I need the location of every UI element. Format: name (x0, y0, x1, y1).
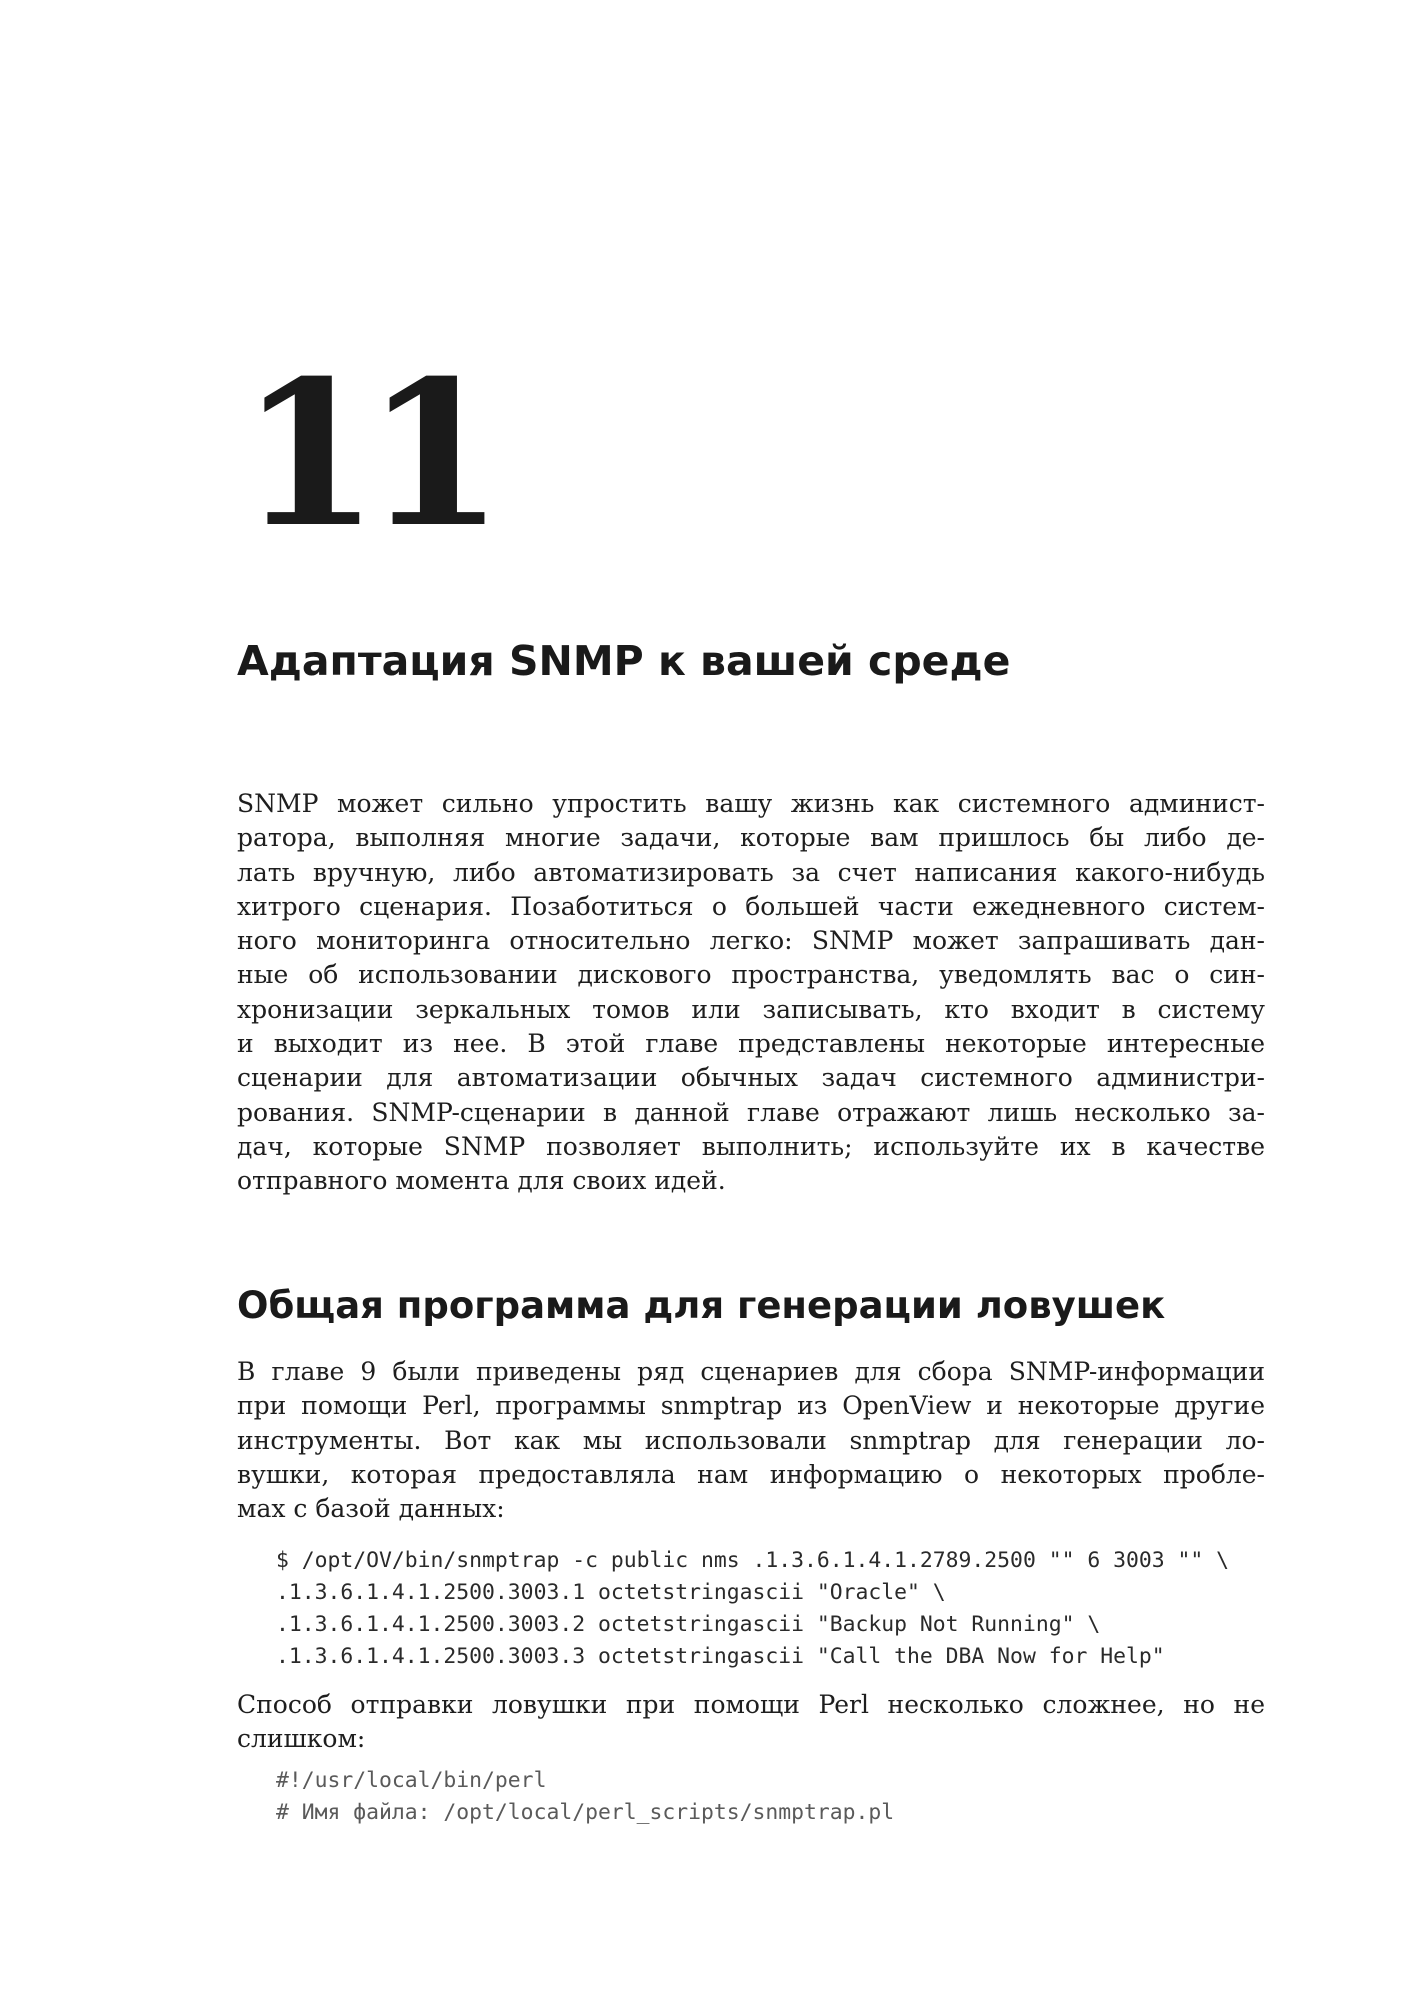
section-paragraph-1 (237, 1355, 1265, 1526)
code-line: # Имя файла: /opt/local/perl_scripts/snmptrap.pl (276, 1800, 895, 1825)
section-line: при помощи Perl, программы snmptrap из OpenView и некоторые другие (237, 1391, 1265, 1421)
intro-paragraph (237, 787, 1265, 1199)
code-line: .1.3.6.1.4.1.2500.3003.1 octetstringascii "Oracle" \ (276, 1580, 946, 1605)
section-title: Общая программа для генерации ловушек (237, 1284, 1166, 1327)
section-line: инструменты. Вот как мы использовали snmptrap для генерации ло- (237, 1425, 1265, 1455)
intro-line: дач, которые SNMP позволяет выполнить; используйте их в качестве (237, 1131, 1265, 1161)
intro-line: отправного момента для своих идей. (237, 1166, 726, 1196)
code-line: .1.3.6.1.4.1.2500.3003.3 octetstringascii "Call the DBA Now for Help" (276, 1644, 1165, 1669)
intro-line: SNMP может сильно упростить вашу жизнь как системного админист- (237, 789, 1265, 818)
section-line: вушки, которая предоставляла нам информацию о некоторых пробле- (237, 1459, 1265, 1489)
chapter-title: Адаптация SNMP к вашей среде (237, 637, 1011, 685)
chapter-number: 11 (240, 337, 491, 572)
section-line: слишком: (237, 1724, 366, 1754)
code-line: #!/usr/local/bin/perl (276, 1768, 547, 1793)
section-line: В главе 9 были приведены ряд сценариев для сбора SNMP-информации (237, 1357, 1265, 1386)
section-paragraph-2 (237, 1688, 1265, 1757)
intro-line: хронизации зеркальных томов или записывать, кто входит в систему (237, 994, 1265, 1024)
code-line: $ /opt/OV/bin/snmptrap -c public nms .1.3.6.1.4.1.2789.2500 "" 6 3003 "" \ (276, 1548, 1229, 1573)
code-line: .1.3.6.1.4.1.2500.3003.2 octetstringascii "Backup Not Running" \ (276, 1612, 1101, 1637)
section-line: Способ отправки ловушки при помощи Perl несколько сложнее, но не (237, 1690, 1265, 1719)
intro-line: ратора, выполняя многие задачи, которые вам пришлось бы либо де- (237, 823, 1265, 853)
intro-line: и выходит из нее. В этой главе представлены некоторые интересные (237, 1029, 1265, 1059)
intro-line: лать вручную, либо автоматизировать за счет написания какого-нибудь (237, 857, 1265, 887)
code-block-perl (276, 1765, 894, 1829)
intro-line: ного мониторинга относительно легко: SNMP может запрашивать дан- (237, 926, 1265, 956)
section-line: мах с базой данных: (237, 1494, 505, 1524)
intro-line: хитрого сценария. Позаботиться о большей части ежедневного систем- (237, 891, 1265, 921)
intro-line: сценарии для автоматизации обычных задач системного администри- (237, 1063, 1265, 1093)
intro-line: рования. SNMP-сценарии в данной главе отражают лишь несколько за- (237, 1097, 1265, 1127)
intro-line: ные об использовании дискового пространства, уведомлять вас о син- (237, 960, 1265, 990)
code-block-snmptrap (276, 1545, 1229, 1673)
